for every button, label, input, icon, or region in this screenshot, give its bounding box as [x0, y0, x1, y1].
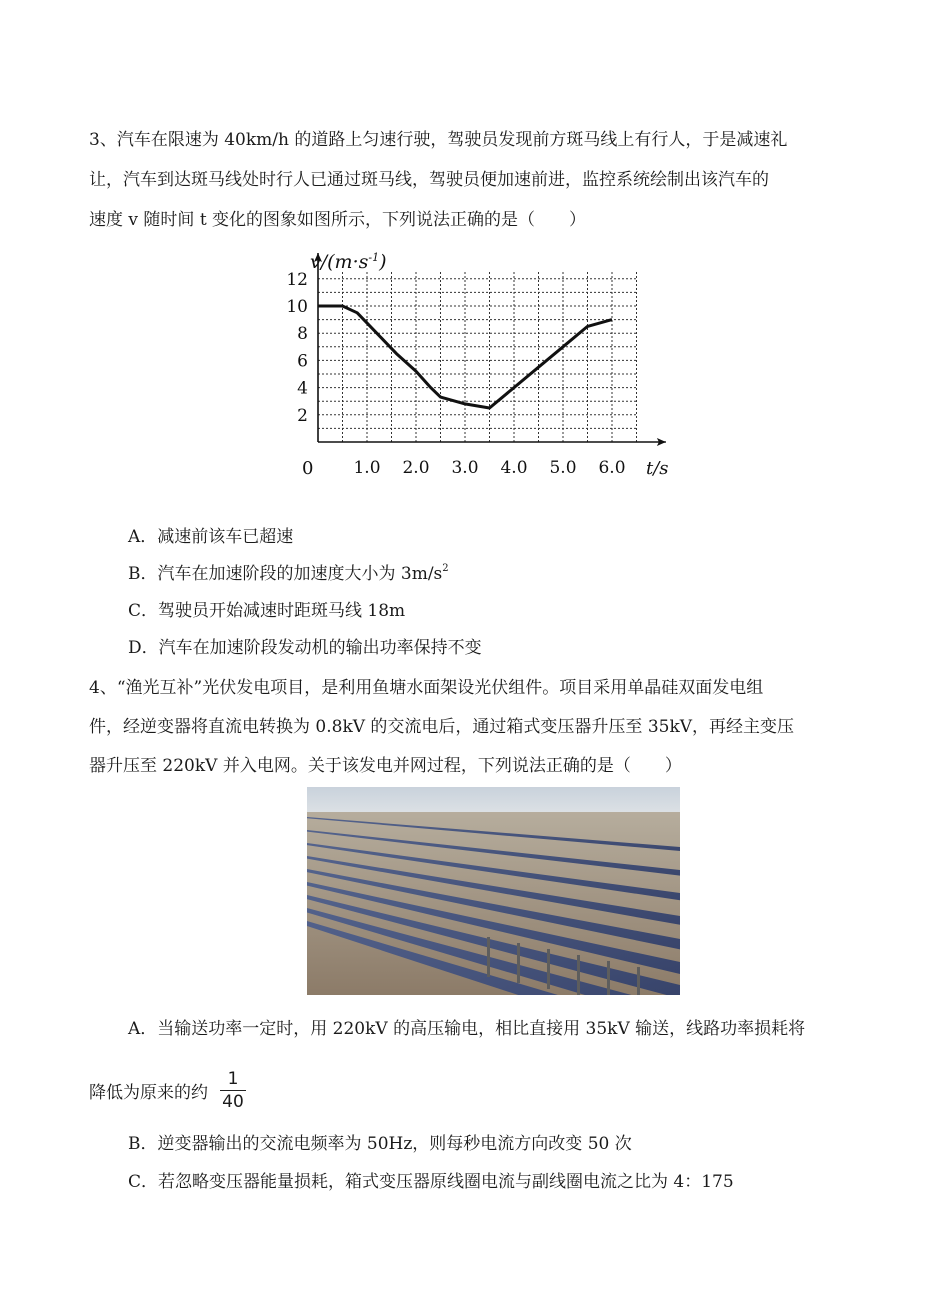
origin-label: 0: [302, 458, 314, 479]
y-tick-label: 4: [297, 378, 308, 399]
question-3-line-3: 速度 v 随时间 t 变化的图象如图所示，下列说法正确的是（ ）: [89, 210, 587, 230]
option-4a-line-1: A．当输送功率一定时，用 220kV 的高压输电，相比直接用 35kV 输送，线路功率损耗将: [128, 1019, 806, 1039]
question-3-line-1: 3、汽车在限速为 40km/h 的道路上匀速行驶，驾驶员发现前方斑马线上有行人，于是减速礼: [89, 130, 788, 150]
solar-panel-photo: [307, 787, 680, 995]
panel-post: [547, 949, 550, 989]
chart-grid: [318, 272, 637, 442]
x-tick-label: 1.0: [353, 458, 381, 478]
x-axis-label: t/s: [646, 458, 669, 479]
panel-post: [517, 943, 520, 983]
fraction-denominator: 40: [222, 1092, 244, 1112]
question-4-line-2: 件，经逆变器将直流电转换为 0.8kV 的交流电后，通过箱式变压器升压至 35kV，再经主变压: [89, 717, 795, 737]
y-axis-label: $v/(m\cdot s^{-1})$: [310, 251, 387, 273]
panel-post: [607, 961, 610, 995]
x-tick-label: 2.0: [402, 458, 430, 478]
velocity-time-chart: [280, 246, 680, 486]
question-3-line-2: 让，汽车到达斑马线处时行人已通过斑马线，驾驶员便加速前进，监控系统绘制出该汽车的: [89, 170, 769, 190]
question-4-line-3: 器升压至 220kV 并入电网。关于该发电并网过程，下列说法正确的是（ ）: [89, 756, 682, 776]
panel-post: [577, 955, 580, 995]
fraction-one-fortieth: [218, 1068, 248, 1113]
x-tick-label: 3.0: [451, 458, 479, 478]
y-tick-label: 8: [297, 324, 308, 345]
option-4a-line-2: 降低为原来的约: [89, 1083, 208, 1103]
y-tick-label: 2: [297, 405, 308, 426]
y-tick-label: 12: [286, 269, 308, 290]
question-4-line-1: 4、“渔光互补”光伏发电项目，是利用鱼塘水面架设光伏组件。项目采用单晶硅双面发电组: [89, 678, 764, 698]
option-3a: A．减速前该车已超速: [128, 527, 294, 547]
y-tick-label: 10: [286, 297, 308, 317]
panel-post: [487, 937, 490, 977]
panel-post: [637, 967, 640, 995]
x-tick-label: 5.0: [549, 458, 577, 478]
x-tick-label: 4.0: [500, 458, 528, 478]
y-tick-label: 6: [297, 351, 308, 372]
option-4c: C．若忽略变压器能量损耗，箱式变压器原线圈电流与副线圈电流之比为 4：175: [128, 1172, 734, 1192]
option-3d: D．汽车在加速阶段发动机的输出功率保持不变: [128, 638, 482, 658]
option-4b: B．逆变器输出的交流电频率为 50Hz，则每秒电流方向改变 50 次: [128, 1134, 632, 1154]
fraction-numerator: 1: [227, 1069, 239, 1089]
option-3c: C．驾驶员开始减速时距斑马线 18m: [128, 601, 406, 621]
x-tick-label: 6.0: [598, 458, 626, 478]
option-3b: B．汽车在加速阶段的加速度大小为 $3m/s^2$: [128, 563, 449, 584]
